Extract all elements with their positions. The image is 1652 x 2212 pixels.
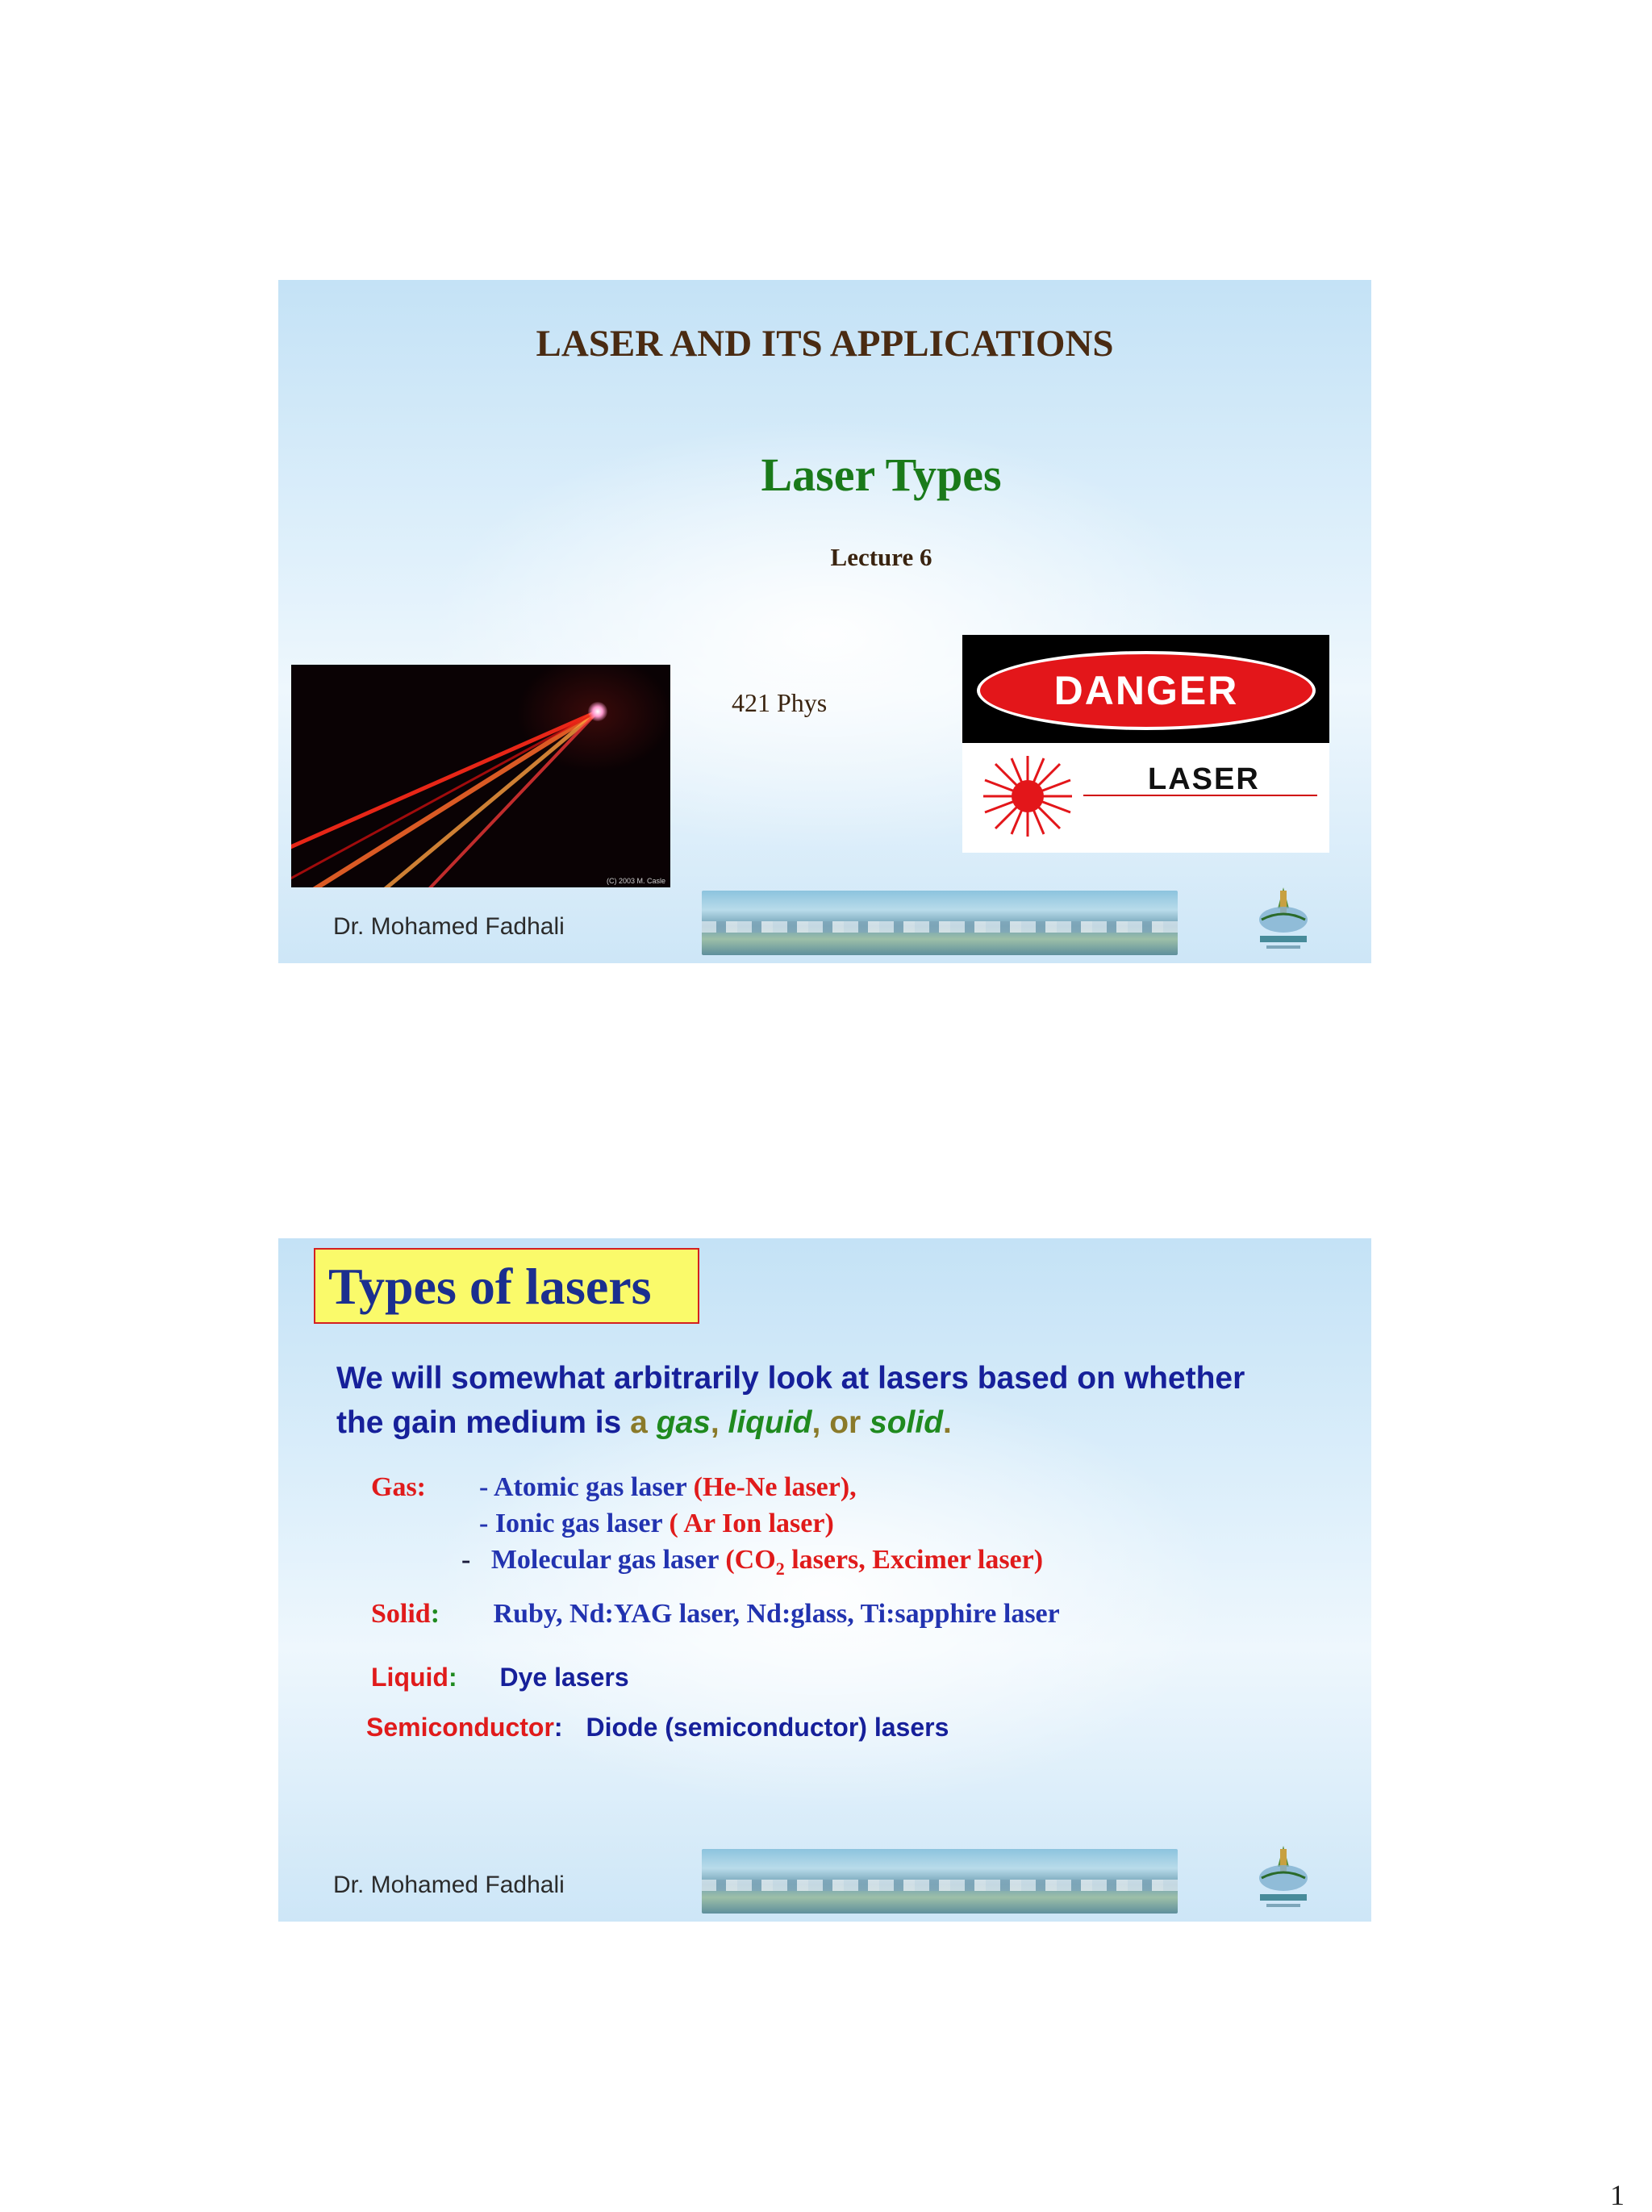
laser-danger-sign [962,635,1329,853]
campus-banner-image [702,1849,1178,1914]
university-logo-icon [1254,884,1313,954]
footer-author: Dr. Mohamed Fadhali [333,913,565,940]
page-number: 1 [1610,2179,1625,2211]
semiconductor-laser-examples: Diode (semiconductor) lasers [586,1713,949,1742]
semiconductor-lasers-item: Semiconductor: Diode (semiconductor) lasers [366,1713,949,1742]
danger-label: DANGER [977,651,1316,730]
liquid-label: Liquid [371,1663,448,1692]
slide-subtitle: Laser Types [761,449,1002,501]
intro-line-1: We will somewhat arbitrarily look at lasers based on whether [336,1361,1245,1396]
semiconductor-label: Semiconductor [366,1713,554,1742]
laser-beams-photo [291,665,670,887]
laser-source-flare [588,702,607,721]
title-slide [278,280,1371,963]
intro-line-2: the gain medium is a gas, liquid, or solid. [336,1405,952,1440]
gas-label: Gas: [371,1472,426,1502]
solid-laser-examples: Ruby, Nd:YAG laser, Nd:glass, Ti:sapphire laser [493,1599,1060,1629]
course-title: LASER AND ITS APPLICATIONS [536,323,1114,365]
types-of-lasers-slide [278,1238,1371,1922]
liquid-lasers-item: Liquid: Dye lasers [371,1663,629,1692]
photo-credit: (C) 2003 M. Casle [606,877,665,885]
lecture-number: Lecture 6 [830,543,932,571]
university-logo-icon [1254,1843,1313,1912]
campus-banner-image [702,891,1178,955]
molecular-gas-laser-item: - Molecular gas laser ($CO_2$ lasers, Excimer laser) [461,1545,1044,1579]
atomic-gas-laser-item: - Atomic gas laser (He-Ne laser), [479,1472,857,1502]
liquid-laser-examples: Dye lasers [499,1663,629,1692]
solid-label: Solid [371,1599,431,1629]
footer-author: Dr. Mohamed Fadhali [333,1872,565,1898]
laser-label: LASER [1148,762,1260,796]
slide-title: Types of lasers [314,1248,699,1324]
course-code: 421 Phys [732,688,828,717]
solid-lasers-item: Solid: Ruby, Nd:YAG laser, Nd:glass, Ti:sapphire laser [371,1599,1060,1629]
laser-starburst-icon [975,752,1080,841]
intro-paragraph [336,1356,1329,1445]
ionic-gas-laser-item: - Ionic gas laser ( Ar Ion laser) [479,1509,834,1538]
